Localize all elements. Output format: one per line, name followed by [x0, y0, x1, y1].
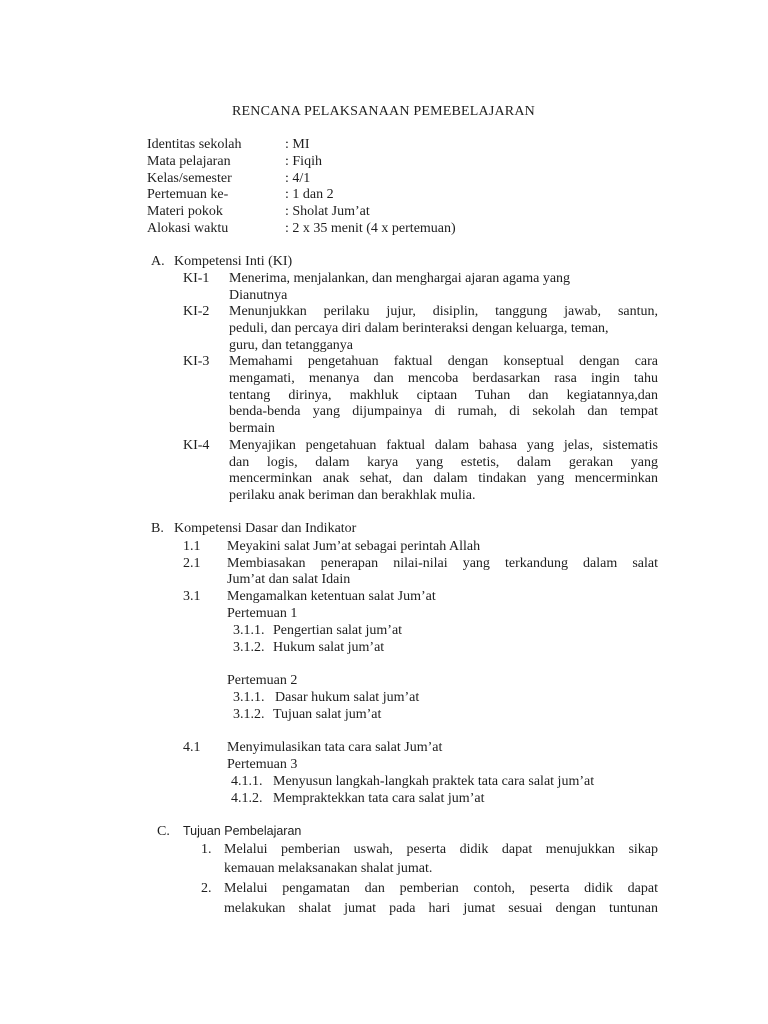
kd-2-1-line: Membiasakan penerapan nilai-nilai yang terkandung dalam salat [227, 556, 658, 571]
ki-4-code: KI-4 [183, 438, 210, 453]
ki-3-line: bermain [229, 421, 275, 436]
ki-1-line: Dianutnya [229, 288, 288, 303]
identity-value-school: : MI [285, 137, 310, 152]
identity-value-material: : Sholat Jum’at [285, 204, 370, 219]
identity-value-time: : 2 x 35 menit (4 x pertemuan) [285, 221, 456, 236]
identity-value-class: : 4/1 [285, 171, 311, 186]
ki-4-line: mencerminkan anak sehat, dan dalam tindakan yang mencerminkan [229, 471, 658, 486]
ki-2-line: Menunjukkan perilaku jujur, disiplin, tanggung jawab, santun, [229, 304, 658, 319]
kd-1-1-text: Meyakini salat Jum’at sebagai perintah Allah [227, 539, 481, 554]
indicator-number: 4.1.2. [231, 791, 263, 806]
objective-line: kemauan melaksanakan shalat jumat. [224, 861, 433, 876]
indicator-text: Mempraktekkan tata cara salat jum’at [273, 791, 485, 806]
ki-2-line: peduli, dan percaya diri dalam berinteraksi dengan keluarga, teman, [229, 321, 609, 336]
ki-3-line: Memahami pengetahuan faktual dengan konseptual dengan cara [229, 354, 658, 369]
indicator-number: 3.1.1. [233, 690, 265, 705]
ki-4-line: Menyajikan pengetahuan faktual dalam bahasa yang jelas, sistematis [229, 438, 658, 453]
document-title: RENCANA PELAKSANAAN PEMEBELAJARAN [232, 104, 535, 119]
indicator-text: Hukum salat jum’at [273, 640, 385, 655]
indicator-text: Pengertian salat jum’at [273, 623, 403, 638]
identity-label-subject: Mata pelajaran [147, 154, 231, 169]
indicator-number: 3.1.2. [233, 707, 265, 722]
meeting-2-label: Pertemuan 2 [227, 673, 298, 688]
meeting-3-label: Pertemuan 3 [227, 757, 298, 772]
indicator-text: Dasar hukum salat jum’at [275, 690, 420, 705]
identity-label-class: Kelas/semester [147, 171, 232, 186]
identity-label-school: Identitas sekolah [147, 137, 242, 152]
objective-line: Melalui pengamatan dan pemberian contoh, peserta didik dapat [224, 881, 658, 896]
section-b-heading: Kompetensi Dasar dan Indikator [174, 521, 357, 536]
section-b-letter: B. [151, 521, 164, 536]
indicator-number: 3.1.1. [233, 623, 265, 638]
kd-1-1-number: 1.1 [183, 539, 201, 554]
ki-1-line: Menerima, menjalankan, dan menghargai ajaran agama yang [229, 271, 571, 286]
ki-4-line: dan logis, dalam karya yang estetis, dalam gerakan yang [229, 455, 658, 470]
kd-2-1-number: 2.1 [183, 556, 201, 571]
identity-value-subject: : Fiqih [285, 154, 322, 169]
indicator-text: Menyusun langkah-langkah praktek tata cara salat jum’at [273, 774, 595, 789]
kd-3-1-number: 3.1 [183, 589, 201, 604]
section-c-letter: C. [157, 824, 170, 839]
kd-4-1-number: 4.1 [183, 740, 201, 755]
ki-3-line: benda-benda yang dijumpainya di rumah, di sekolah dan tempat [229, 404, 658, 419]
section-c-heading: Tujuan Pembelajaran [183, 824, 302, 838]
ki-1-code: KI-1 [183, 271, 210, 286]
ki-3-line: mengamati, menanya dan mencoba berdasarkan rasa ingin tahu [229, 371, 658, 386]
kd-3-1-text: Mengamalkan ketentuan salat Jum’at [227, 589, 436, 604]
ki-2-line: guru, dan tetangganya [229, 338, 354, 353]
objective-number: 1. [201, 842, 212, 857]
ki-4-line: perilaku anak beriman dan berakhlak mulia. [229, 488, 476, 503]
section-a-letter: A. [151, 254, 165, 269]
objective-number: 2. [201, 881, 212, 896]
ki-3-line: tentang dirinya, makhluk ciptaan Tuhan dan kegiatannya,dan [229, 388, 658, 403]
meeting-1-label: Pertemuan 1 [227, 606, 298, 621]
identity-label-meeting: Pertemuan ke- [147, 187, 229, 202]
indicator-number: 3.1.2. [233, 640, 265, 655]
identity-value-meeting: : 1 dan 2 [285, 187, 334, 202]
kd-4-1-text: Menyimulasikan tata cara salat Jum’at [227, 740, 443, 755]
section-a-heading: Kompetensi Inti (KI) [174, 254, 293, 269]
ki-2-code: KI-2 [183, 304, 210, 319]
identity-label-time: Alokasi waktu [147, 221, 229, 236]
objective-line: melakukan shalat jumat pada hari jumat sesuai dengan tuntunan [224, 901, 658, 916]
identity-label-material: Materi pokok [147, 204, 223, 219]
indicator-text: Tujuan salat jum’at [273, 707, 382, 722]
indicator-number: 4.1.1. [231, 774, 263, 789]
ki-3-code: KI-3 [183, 354, 210, 369]
objective-line: Melalui pemberian uswah, peserta didik dapat menujukkan sikap [224, 842, 658, 857]
kd-2-1-line: Jum’at dan salat Idain [227, 572, 351, 587]
